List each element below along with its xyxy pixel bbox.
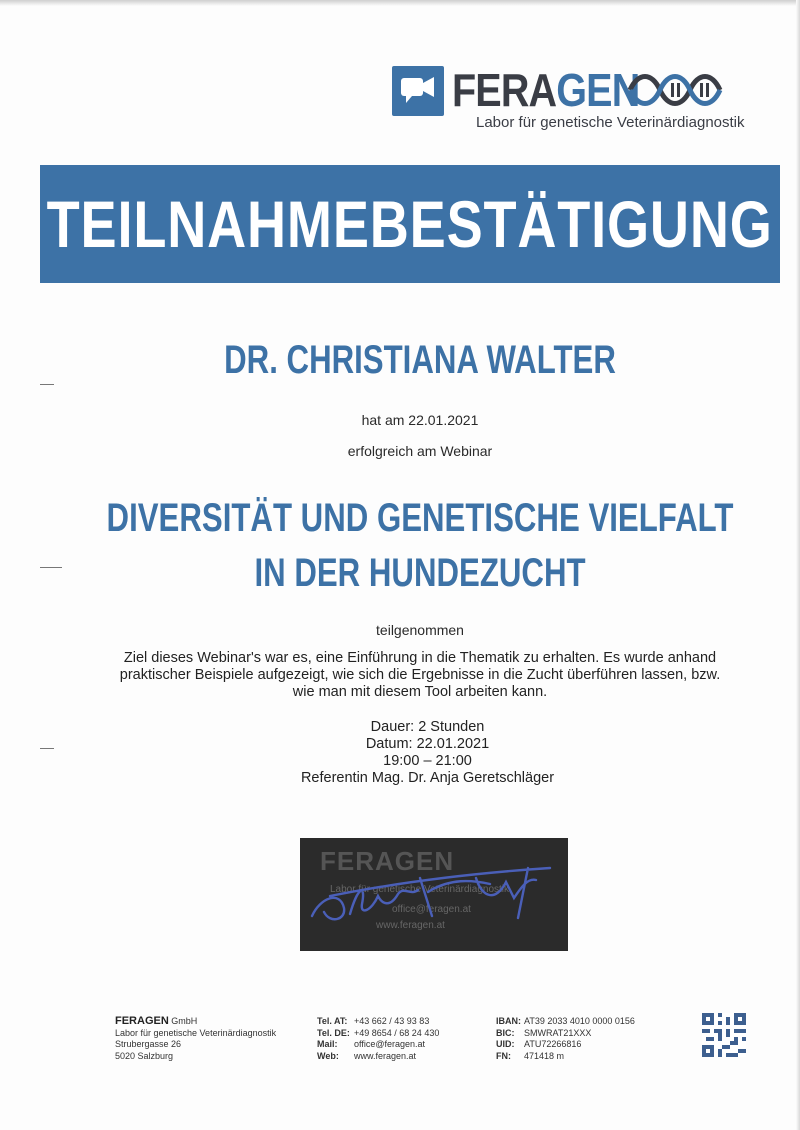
participated-text: teilgenommen xyxy=(376,622,464,638)
footer-iban: AT39 2033 4010 0000 0156 xyxy=(524,1016,635,1026)
logo-wordmark: FERAGEN xyxy=(452,64,640,116)
footer-fn: 471418 m xyxy=(524,1050,565,1061)
footer-web: www.feragen.at xyxy=(354,1050,417,1061)
footer-email: office@feragen.at xyxy=(354,1039,426,1049)
footer-phone-de: +49 8654 / 68 24 430 xyxy=(354,1027,440,1038)
margin-mark xyxy=(40,748,54,749)
title-banner xyxy=(40,165,780,283)
footer-contact xyxy=(317,1016,439,1062)
scan-edge-top xyxy=(0,0,800,6)
webinar-date: Datum: 22.01.2021 xyxy=(365,736,490,752)
footer-company xyxy=(115,1016,276,1062)
certificate-title: TEILNAHMEBESTÄTIGUNG xyxy=(47,187,773,261)
signature xyxy=(300,838,568,951)
footer-label: FN: xyxy=(496,1050,511,1061)
duration: Dauer: 2 Stunden xyxy=(370,719,485,735)
footer-label: Tel. AT: xyxy=(317,1016,348,1026)
recipient-name: DR. CHRISTIANA WALTER xyxy=(224,338,616,382)
stamp-web: www.feragen.at xyxy=(376,920,445,931)
footer-company-line: Labor für genetische Veterinärdiagnostik xyxy=(115,1027,277,1038)
stamp-subtitle: Labor für genetische Veterinärdiagnostik xyxy=(330,884,510,895)
date-line: hat am 22.01.2021 xyxy=(361,412,479,428)
description-line: praktischer Beispiele aufgezeigt, wie sich die Ergebnisse in die Zucht überführen lassen, bzw. xyxy=(119,667,721,683)
feragen-logo xyxy=(392,64,745,134)
stamp-logo: FERAGEN xyxy=(320,846,455,876)
speaker: Referentin Mag. Dr. Anja Geretschläger xyxy=(300,770,555,786)
footer-phone-at: +43 662 / 43 93 83 xyxy=(354,1016,430,1026)
webinar-time: 19:00 – 21:00 xyxy=(383,753,472,769)
footer-bank xyxy=(496,1016,635,1062)
video-chat-icon xyxy=(392,66,444,116)
footer-company-street: Strubergasse 26 xyxy=(115,1039,182,1049)
company-stamp xyxy=(300,838,568,951)
footer-label: UID: xyxy=(496,1039,515,1049)
footer-label: Tel. DE: xyxy=(317,1027,350,1038)
footer-label: Web: xyxy=(317,1050,339,1061)
stamp-email: office@feragen.at xyxy=(392,904,471,915)
webinar-details xyxy=(0,719,800,787)
footer-company-suffix: GmbH xyxy=(168,1016,198,1026)
footer-label: IBAN: xyxy=(496,1016,521,1026)
dna-icon xyxy=(628,68,728,112)
footer-uid: ATU72266816 xyxy=(524,1039,582,1049)
description-line: Ziel dieses Webinar's war es, eine Einführung in die Thematik zu erhalten. Es wurde anhand xyxy=(123,650,717,666)
footer-company-name: FERAGEN xyxy=(115,1015,169,1027)
margin-mark xyxy=(40,384,54,385)
success-line: erfolgreich am Webinar xyxy=(347,443,493,459)
course-title-line1: DIVERSITÄT UND GENETISCHE VIELFALT xyxy=(106,496,734,540)
footer-label: Mail: xyxy=(317,1039,338,1049)
qr-code-icon xyxy=(702,1013,746,1057)
course-title-line2: IN DER HUNDEZUCHT xyxy=(254,551,586,595)
description xyxy=(110,650,730,701)
description-line: wie man mit diesem Tool arbeiten kann. xyxy=(292,684,548,700)
logo-subtitle: Labor für genetische Veterinärdiagnostik xyxy=(476,114,745,131)
scan-edge-right xyxy=(796,0,800,1130)
footer-bic: SMWRAT21XXX xyxy=(524,1027,592,1038)
footer-label: BIC: xyxy=(496,1027,515,1038)
margin-mark xyxy=(40,567,62,568)
footer-company-city: 5020 Salzburg xyxy=(115,1050,174,1061)
